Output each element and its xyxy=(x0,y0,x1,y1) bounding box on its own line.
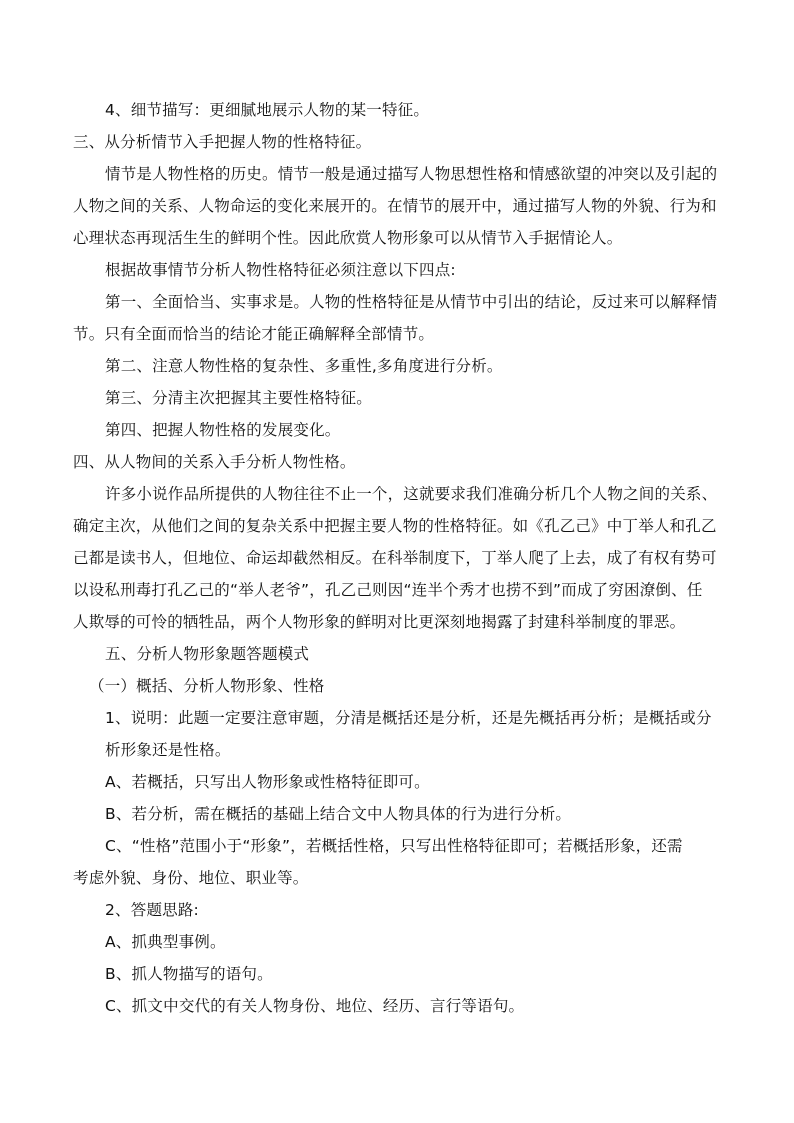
text-line: 根据故事情节分析人物性格特征必须注意以下四点: xyxy=(105,261,456,279)
text-line: 许多小说作品所提供的人物往往不止一个，这就要求我们准确分析几个人物之间的关系、 xyxy=(105,485,718,503)
text-line: 己都是读书人，但地位、命运却截然相反。在科举制度下，丁举人爬了上去，成了有权有势可 xyxy=(73,549,717,567)
section-heading: 五、分析人物形象题答题模式 xyxy=(105,645,310,663)
text-line: C、“性格”范围小于“形象”，若概括性格，只写出性格特征即可；若概括形象，还需 xyxy=(105,837,683,855)
text-line: 情节是人物性格的历史。情节一般是通过描写人物思想性格和情感欲望的冲突以及引起的 xyxy=(105,165,718,183)
text-line: A、抓典型事例。 xyxy=(105,933,226,951)
text-line: 析形象还是性格。 xyxy=(105,741,231,759)
text-line: 考虑外貌、身份、地位、职业等。 xyxy=(73,869,309,887)
text-line: B、若分析，需在概括的基础上结合文中人物具体的行为进行分析。 xyxy=(105,805,572,823)
subsection-heading: （一）概括、分析人物形象、性格 xyxy=(89,677,325,695)
text-line: 4、细节描写：更细腻地展示人物的某一特征。 xyxy=(105,101,430,119)
text-line: C、抓文中交代的有关人物身份、地位、经历、言行等语句。 xyxy=(105,997,525,1015)
section-heading: 四、从人物间的关系入手分析人物性格。 xyxy=(73,453,356,471)
text-line: 2、答题思路: xyxy=(105,901,199,919)
text-line: 第三、分清主次把握其主要性格特征。 xyxy=(105,389,372,407)
text-line: A、若概括，只写出人物形象或性格特征即可。 xyxy=(105,773,430,791)
text-line: B、抓人物描写的语句。 xyxy=(105,965,273,983)
text-line: 1、说明：此题一定要注意审题，分清是概括还是分析，还是先概括再分析；是概括或分 xyxy=(105,709,712,727)
text-line: 第二、注意人物性格的复杂性、多重性,多角度进行分析。 xyxy=(105,357,503,375)
text-line: 心理状态再现活生生的鲜明个性。因此欣赏人物形象可以从情节入手据情论人。 xyxy=(73,229,623,247)
text-line: 第四、把握人物性格的发展变化。 xyxy=(105,421,341,439)
text-line: 以设私刑毒打孔乙己的“举人老爷”，孔乙己则因“连半个秀才也捞不到”而成了穷困潦倒、任 xyxy=(73,581,703,599)
section-heading: 三、从分析情节入手把握人物的性格特征。 xyxy=(73,133,372,151)
text-line: 人物之间的关系、人物命运的变化来展开的。在情节的展开中，通过描写人物的外貌、行为和 xyxy=(73,197,717,215)
text-line: 第一、全面恰当、实事求是。人物的性格特征是从情节中引出的结论，反过来可以解释情 xyxy=(105,293,718,311)
text-line: 节。只有全面而恰当的结论才能正确解释全部情节。 xyxy=(73,325,435,343)
text-line: 确定主次，从他们之间的复杂关系中把握主要人物的性格特征。如《孔乙己》中丁举人和孔乙 xyxy=(73,517,717,535)
text-line: 人欺辱的可怜的牺牲品，两个人物形象的鲜明对比更深刻地揭露了封建科举制度的罪恶。 xyxy=(73,613,686,631)
